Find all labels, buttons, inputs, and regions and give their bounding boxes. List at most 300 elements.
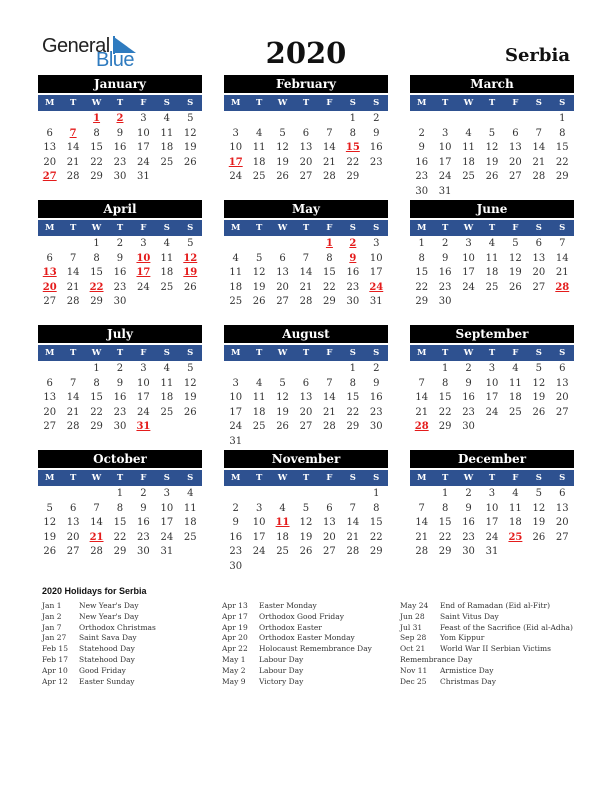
holiday-day-cell: 28 — [555, 281, 570, 293]
day-cell: 16 — [346, 267, 360, 278]
day-cell: 29 — [438, 421, 452, 432]
weekday-label: F — [512, 348, 519, 358]
day-cell: 24 — [485, 531, 499, 543]
day-cell: 28 — [66, 296, 80, 307]
empty-cell — [38, 237, 61, 252]
day-grid — [38, 487, 202, 560]
weekday-header-bar — [38, 470, 202, 486]
day-cell: 30 — [113, 421, 127, 432]
day-cell: 10 — [160, 502, 174, 514]
holiday-day-cell: 11 — [275, 517, 290, 528]
day-cell: 20 — [299, 406, 313, 418]
day-cell: 28 — [323, 171, 336, 182]
day-grid — [224, 237, 388, 310]
day-cell: 11 — [462, 142, 475, 153]
day-cell: 26 — [276, 171, 289, 182]
day-cell: 20 — [555, 392, 569, 403]
day-cell: 24 — [229, 171, 243, 182]
day-cell: 18 — [229, 281, 243, 293]
weekday-label: S — [187, 473, 194, 483]
day-cell: 21 — [346, 531, 360, 543]
day-cell: 3 — [140, 238, 147, 249]
weekday-label: T — [255, 223, 263, 233]
weekday-label: T — [69, 98, 77, 108]
day-cell: 7 — [69, 252, 77, 264]
holiday-name: Victory Day — [259, 676, 304, 686]
day-cell: 2 — [232, 502, 239, 514]
holiday-name: End of Ramadan (Eid al-Fitr) — [440, 601, 551, 610]
day-cell: 6 — [46, 377, 53, 389]
weekday-label: F — [326, 223, 333, 233]
day-cell: 26 — [532, 531, 546, 543]
day-cell: 27 — [532, 281, 546, 293]
weekday-label: S — [373, 473, 380, 483]
day-cell: 18 — [462, 156, 475, 168]
day-cell: 8 — [93, 377, 100, 389]
day-cell: 19 — [276, 406, 289, 418]
day-cell: 16 — [415, 156, 429, 168]
day-cell: 14 — [415, 517, 429, 528]
day-cell: 28 — [346, 546, 360, 557]
holiday-list-item — [400, 644, 573, 655]
day-cell: 3 — [140, 363, 147, 374]
weekday-label: F — [326, 98, 333, 108]
day-cell: 1 — [349, 363, 357, 374]
day-cell: 6 — [559, 363, 566, 374]
day-cell: 12 — [532, 377, 546, 389]
holiday-name: Saint Vitus Day — [440, 611, 499, 621]
month-october — [38, 450, 202, 560]
day-cell: 31 — [438, 185, 452, 197]
day-cell: 3 — [232, 377, 239, 389]
holiday-date: Apr 19 — [222, 622, 248, 632]
day-cell: 17 — [160, 517, 174, 528]
day-cell: 13 — [43, 392, 57, 403]
day-cell: 15 — [555, 142, 569, 153]
day-cell: 31 — [160, 546, 174, 557]
day-cell: 13 — [66, 517, 80, 528]
holiday-day-cell: 7 — [69, 127, 77, 139]
day-grid — [38, 112, 202, 185]
empty-cell — [271, 487, 294, 502]
day-cell: 8 — [441, 377, 449, 389]
holiday-day-cell: 25 — [508, 531, 523, 543]
weekday-label: S — [187, 223, 194, 233]
month-april — [38, 200, 202, 310]
day-cell: 30 — [346, 296, 360, 307]
day-cell: 11 — [252, 392, 266, 403]
holiday-date: Jan 7 — [42, 622, 62, 632]
day-cell: 22 — [90, 156, 103, 168]
day-cell: 10 — [252, 517, 266, 528]
weekday-header-bar — [224, 345, 388, 361]
day-cell: 17 — [485, 392, 499, 403]
day-cell: 3 — [488, 488, 496, 499]
holiday-day-cell: 21 — [89, 531, 104, 543]
empty-cell — [224, 237, 247, 252]
day-cell: 28 — [90, 546, 103, 557]
day-cell: 24 — [438, 171, 452, 182]
weekday-label: W — [277, 473, 288, 483]
day-cell: 11 — [252, 142, 266, 153]
weekday-header-bar — [38, 345, 202, 361]
day-cell: 25 — [485, 281, 499, 293]
holiday-list-item — [42, 655, 156, 666]
day-cell: 4 — [163, 238, 171, 249]
holiday-day-cell: 15 — [345, 142, 360, 153]
weekday-label: S — [163, 348, 170, 358]
day-cell: 30 — [113, 171, 127, 182]
month-september — [410, 325, 574, 435]
holiday-name: Labour Day — [259, 654, 304, 664]
day-cell: 4 — [255, 127, 263, 139]
day-cell: 8 — [441, 502, 449, 514]
day-cell: 31 — [229, 435, 243, 447]
holiday-date: Apr 20 — [222, 633, 248, 643]
day-cell: 8 — [373, 502, 380, 514]
day-cell: 21 — [532, 156, 546, 168]
day-cell: 29 — [438, 546, 452, 557]
day-cell: 19 — [509, 267, 522, 278]
weekday-label: W — [277, 98, 288, 108]
day-cell: 23 — [369, 406, 383, 418]
day-cell: 31 — [369, 296, 383, 307]
weekday-label: S — [349, 473, 356, 483]
holiday-list-item — [42, 612, 156, 623]
month-header: June — [410, 200, 574, 220]
day-cell: 14 — [90, 517, 103, 528]
holiday-list-item — [222, 623, 372, 634]
weekday-label: W — [463, 223, 474, 233]
holiday-list-item — [400, 655, 573, 666]
day-cell: 5 — [279, 127, 286, 139]
day-cell: 18 — [252, 406, 266, 418]
day-cell: 16 — [229, 531, 243, 543]
weekday-label: T — [302, 98, 310, 108]
day-cell: 6 — [69, 502, 77, 514]
weekday-label: T — [441, 98, 449, 108]
holiday-day-cell: 1 — [325, 238, 333, 249]
day-cell: 23 — [137, 531, 150, 543]
month-header: February — [224, 75, 388, 95]
day-cell: 12 — [276, 392, 289, 403]
holiday-name: Easter Sunday — [79, 676, 135, 686]
holiday-date: Nov 11 — [400, 665, 428, 675]
day-cell: 15 — [90, 142, 103, 153]
weekday-label: M — [231, 223, 241, 233]
empty-cell — [61, 112, 84, 127]
day-cell: 22 — [113, 531, 127, 543]
empty-cell — [433, 112, 456, 127]
holiday-name: New Year's Day — [79, 611, 139, 621]
month-header: April — [38, 200, 202, 220]
holiday-day-cell: 1 — [93, 113, 101, 124]
month-august — [224, 325, 388, 449]
day-cell: 23 — [462, 531, 475, 543]
day-cell: 16 — [113, 392, 127, 403]
day-cell: 10 — [229, 142, 243, 153]
holidays-section-title: 2020 Holidays for Serbia — [42, 586, 147, 596]
day-cell: 25 — [183, 531, 197, 543]
day-cell: 1 — [373, 488, 380, 499]
empty-cell — [61, 237, 84, 252]
day-cell: 10 — [229, 392, 243, 403]
holiday-day-cell: 20 — [42, 281, 57, 293]
day-cell: 18 — [183, 517, 197, 528]
holiday-date: Jan 2 — [42, 611, 62, 621]
day-grid — [224, 112, 388, 185]
day-cell: 20 — [555, 517, 569, 528]
day-cell: 9 — [140, 502, 147, 514]
day-cell: 25 — [509, 406, 522, 418]
day-cell: 1 — [93, 238, 100, 249]
empty-cell — [318, 112, 341, 127]
day-cell: 26 — [183, 406, 197, 418]
weekday-label: T — [488, 223, 496, 233]
weekday-label: W — [91, 473, 102, 483]
empty-cell — [224, 362, 247, 377]
empty-cell — [224, 112, 247, 127]
day-cell: 1 — [441, 363, 449, 374]
day-cell: 30 — [415, 185, 429, 197]
day-cell: 11 — [485, 252, 499, 264]
day-cell: 19 — [299, 531, 313, 543]
day-cell: 8 — [418, 252, 425, 264]
holiday-name: New Year's Day — [79, 601, 139, 610]
day-cell: 5 — [279, 377, 286, 389]
day-cell: 19 — [183, 392, 197, 403]
day-cell: 27 — [555, 406, 569, 418]
weekday-label: W — [277, 223, 288, 233]
day-cell: 7 — [302, 252, 310, 264]
day-cell: 28 — [299, 296, 313, 307]
day-cell: 12 — [276, 142, 289, 153]
day-cell: 14 — [323, 142, 336, 153]
holiday-day-cell: 22 — [89, 281, 104, 293]
weekday-label: T — [255, 348, 263, 358]
day-cell: 5 — [302, 502, 310, 514]
weekday-label: M — [45, 473, 55, 483]
day-cell: 17 — [137, 142, 150, 153]
holiday-name: Orthodox Christmas — [79, 622, 156, 632]
day-cell: 23 — [229, 546, 243, 557]
day-cell: 12 — [43, 517, 57, 528]
day-cell: 13 — [299, 142, 313, 153]
month-header: December — [410, 450, 574, 470]
day-cell: 21 — [323, 156, 336, 168]
day-cell: 15 — [438, 517, 452, 528]
day-cell: 18 — [160, 142, 174, 153]
holiday-name: Easter Monday — [259, 601, 317, 610]
day-cell: 13 — [276, 267, 289, 278]
month-header: January — [38, 75, 202, 95]
day-cell: 23 — [113, 406, 127, 418]
holiday-day-cell: 27 — [42, 171, 57, 182]
day-cell: 11 — [160, 127, 174, 139]
day-cell: 6 — [535, 238, 543, 249]
day-cell: 17 — [137, 392, 150, 403]
day-cell: 11 — [229, 267, 243, 278]
day-cell: 21 — [66, 406, 80, 418]
day-cell: 12 — [532, 502, 546, 514]
empty-cell — [527, 112, 550, 127]
day-cell: 12 — [252, 267, 266, 278]
day-cell: 6 — [46, 252, 53, 264]
holiday-day-cell: 13 — [42, 267, 57, 278]
day-cell: 9 — [465, 377, 472, 389]
day-cell: 6 — [46, 127, 53, 139]
weekday-label: T — [116, 473, 124, 483]
weekday-header-bar — [224, 220, 388, 236]
day-cell: 5 — [535, 363, 543, 374]
holiday-date: Apr 22 — [222, 644, 248, 654]
day-cell: 27 — [276, 296, 289, 307]
day-cell: 27 — [299, 171, 313, 182]
day-cell: 18 — [509, 392, 522, 403]
day-cell: 14 — [66, 267, 80, 278]
day-cell: 26 — [183, 281, 197, 293]
day-cell: 10 — [438, 142, 452, 153]
holiday-list-item — [400, 633, 573, 644]
empty-cell — [410, 112, 433, 127]
day-cell: 14 — [346, 517, 360, 528]
day-cell: 7 — [418, 377, 425, 389]
holiday-list-item — [400, 612, 573, 623]
weekday-label: W — [277, 348, 288, 358]
day-cell: 3 — [232, 127, 239, 139]
weekday-label: S — [559, 348, 566, 358]
holiday-day-cell: 17 — [136, 267, 151, 278]
weekday-label: W — [463, 348, 474, 358]
weekday-label: T — [116, 223, 124, 233]
weekday-label: S — [373, 223, 380, 233]
holiday-date: Apr 13 — [222, 601, 248, 610]
day-cell: 21 — [415, 406, 429, 418]
holiday-name: Saint Sava Day — [79, 633, 137, 643]
weekday-label: W — [91, 98, 102, 108]
weekday-header-bar — [410, 345, 574, 361]
day-grid — [410, 362, 574, 435]
day-cell: 18 — [160, 267, 174, 278]
day-cell: 10 — [485, 377, 499, 389]
weekday-label: S — [535, 473, 542, 483]
day-cell: 24 — [137, 406, 150, 418]
empty-cell — [247, 362, 270, 377]
day-cell: 5 — [187, 113, 194, 124]
day-cell: 1 — [418, 238, 425, 249]
day-cell: 22 — [415, 281, 429, 293]
weekday-header-bar — [410, 95, 574, 111]
holiday-list-item — [42, 666, 156, 677]
month-header: May — [224, 200, 388, 220]
day-cell: 31 — [137, 171, 150, 182]
holiday-name: Christmas Day — [440, 676, 496, 686]
weekday-label: T — [488, 473, 496, 483]
holiday-list-item — [400, 601, 573, 612]
weekday-label: M — [417, 98, 427, 108]
weekday-label: S — [349, 348, 356, 358]
weekday-label: F — [512, 98, 519, 108]
day-cell: 4 — [279, 502, 286, 514]
weekday-label: M — [231, 473, 241, 483]
holiday-date: May 9 — [222, 676, 246, 686]
day-cell: 2 — [373, 113, 380, 124]
month-header: November — [224, 450, 388, 470]
weekday-label: T — [488, 98, 496, 108]
holiday-date: May 24 — [400, 601, 429, 610]
day-cell: 27 — [323, 546, 336, 557]
month-header: September — [410, 325, 574, 345]
day-cell: 12 — [509, 252, 522, 264]
day-cell: 25 — [229, 296, 243, 307]
day-cell: 22 — [346, 156, 360, 168]
empty-cell — [247, 487, 270, 502]
weekday-label: T — [302, 348, 310, 358]
day-cell: 3 — [465, 238, 472, 249]
day-cell: 29 — [90, 421, 103, 432]
holiday-list-item — [222, 644, 372, 655]
day-cell: 15 — [346, 392, 360, 403]
day-grid — [410, 237, 574, 310]
day-cell: 9 — [373, 127, 380, 139]
holiday-date: Feb 15 — [42, 644, 68, 654]
holiday-date: Apr 10 — [42, 665, 68, 675]
day-cell: 5 — [46, 502, 53, 514]
holiday-name: Orthodox Easter Monday — [259, 633, 355, 643]
month-december — [410, 450, 574, 560]
day-cell: 24 — [160, 531, 174, 543]
day-cell: 3 — [140, 113, 147, 124]
holiday-name: Statehood Day — [79, 644, 135, 654]
day-cell: 10 — [137, 127, 150, 139]
holiday-list-item — [222, 677, 372, 688]
day-cell: 25 — [160, 406, 174, 418]
day-cell: 14 — [323, 392, 336, 403]
weekday-label: T — [302, 223, 310, 233]
day-cell: 24 — [462, 281, 475, 293]
day-cell: 4 — [465, 127, 472, 139]
month-january — [38, 75, 202, 185]
empty-cell — [38, 362, 61, 377]
weekday-label: M — [231, 348, 241, 358]
holiday-day-cell: 31 — [136, 421, 151, 432]
day-cell: 21 — [66, 281, 80, 293]
day-cell: 13 — [555, 502, 569, 514]
day-cell: 6 — [279, 252, 286, 264]
holiday-list-item — [42, 623, 156, 634]
day-cell: 6 — [559, 488, 566, 499]
day-cell: 29 — [90, 171, 103, 182]
day-cell: 21 — [555, 267, 569, 278]
holiday-date: Jul 31 — [400, 622, 423, 632]
day-cell: 2 — [465, 363, 472, 374]
day-cell: 8 — [93, 252, 100, 264]
day-cell: 21 — [415, 531, 429, 543]
day-cell: 9 — [418, 142, 425, 153]
holiday-day-cell: 9 — [349, 252, 357, 264]
day-cell: 13 — [532, 252, 546, 264]
day-cell: 24 — [229, 421, 243, 432]
day-cell: 12 — [183, 127, 197, 139]
day-grid — [410, 112, 574, 199]
day-cell: 4 — [512, 488, 519, 499]
day-cell: 3 — [163, 488, 171, 499]
holiday-name: Orthodox Easter — [259, 622, 322, 632]
day-cell: 11 — [160, 252, 174, 264]
day-cell: 23 — [113, 281, 127, 293]
weekday-label: S — [349, 223, 356, 233]
holiday-date: Feb 17 — [42, 654, 68, 664]
